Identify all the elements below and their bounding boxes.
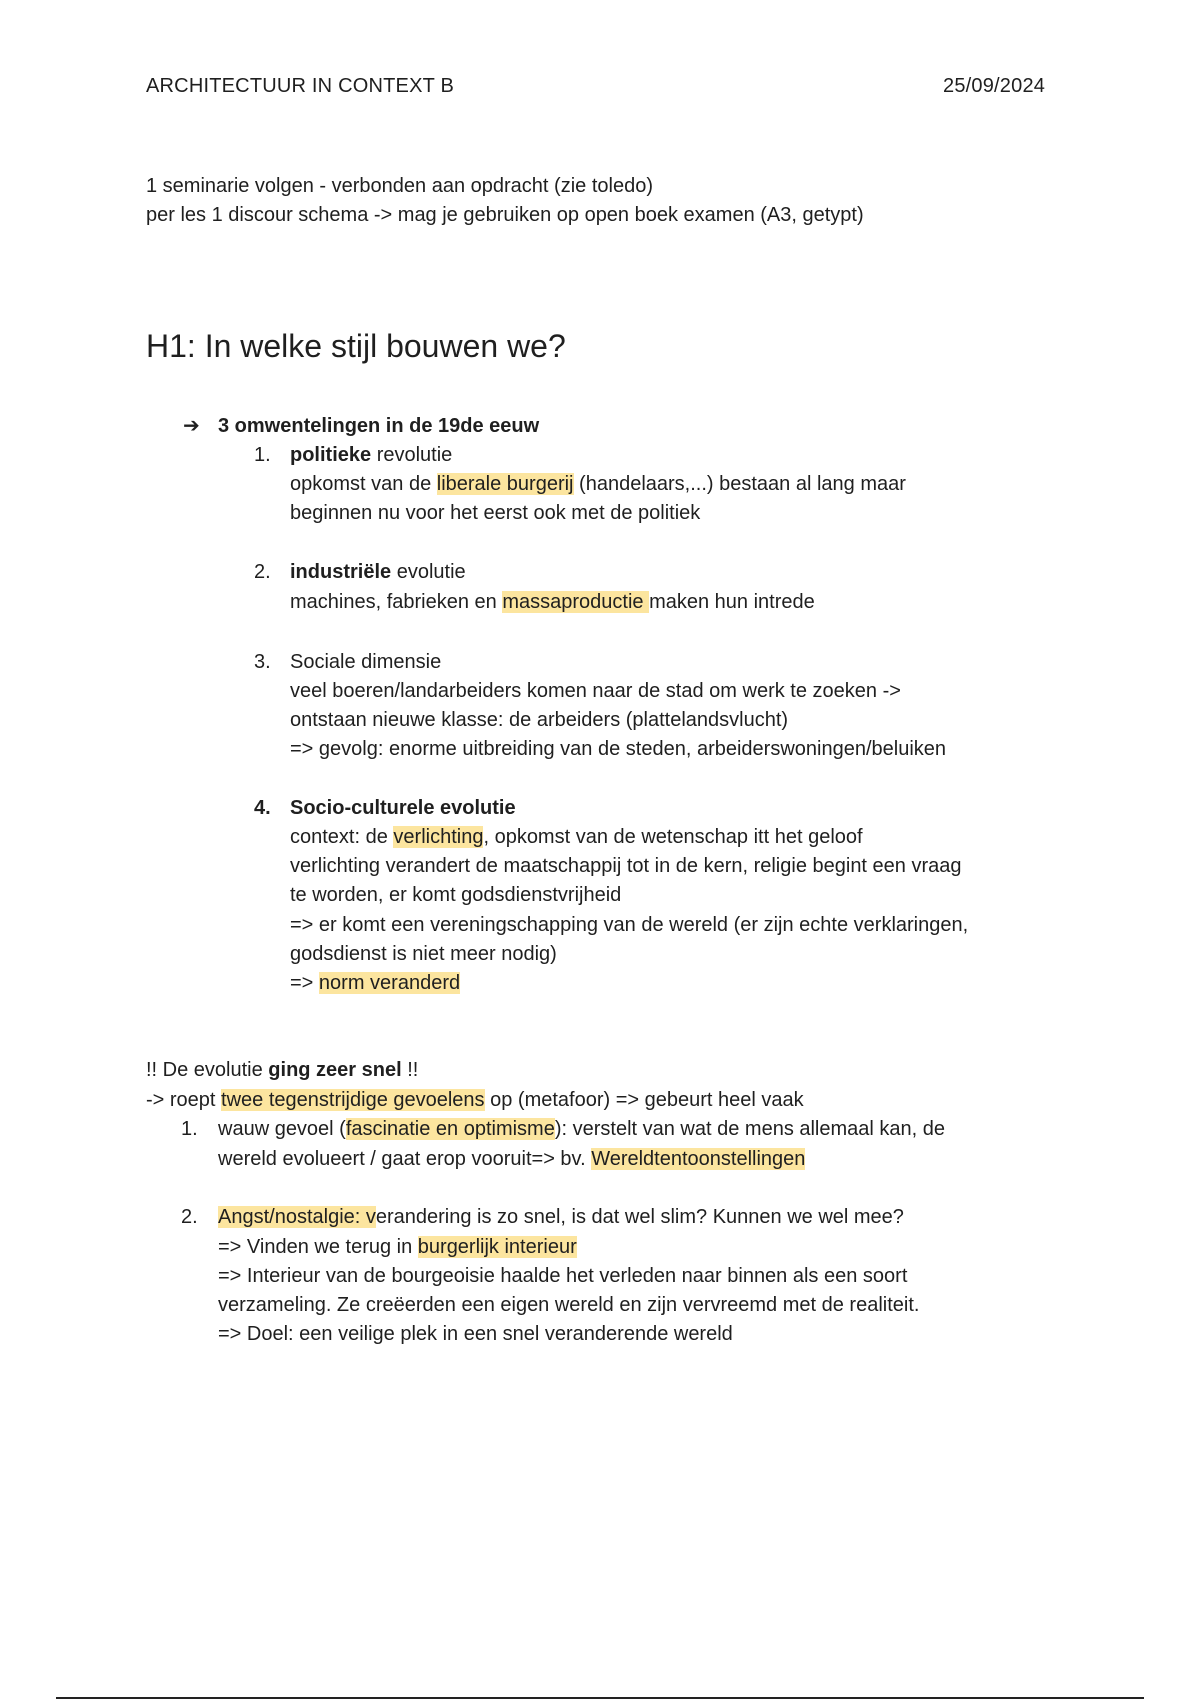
list-item-text: beginnen nu voor het eerst ook met de politiek xyxy=(290,502,701,524)
arrow-bullet-item xyxy=(183,412,539,441)
evolution-note: -> roept twee tegenstrijdige gevoelens op (metafoor) => gebeurt heel vaak xyxy=(146,1089,804,1111)
intro-notes xyxy=(146,172,1066,230)
right-arrow-icon: ➔ xyxy=(183,415,200,437)
list-item-title: Sociale dimensie xyxy=(290,651,442,673)
arrow-bullet-text: 3 omwentelingen in de 19de eeuw xyxy=(218,415,540,437)
highlight: massaproductie xyxy=(502,591,650,613)
list-item-text: verzameling. Ze creëerden een eigen wereld en zijn vervreemd met de realiteit. xyxy=(218,1294,920,1316)
list-item-text: godsdienst is niet meer nodig) xyxy=(290,943,557,965)
list-item-text: context: de verlichting, opkomst van de wetenschap itt het geloof xyxy=(290,826,863,848)
list-item-text: => norm veranderd xyxy=(290,972,461,994)
evolution-note: !! De evolutie ging zeer snel !! xyxy=(146,1059,419,1081)
highlight: Wereldtentoonstellingen xyxy=(591,1148,806,1170)
list-number: 2. xyxy=(181,1206,198,1228)
list-item-text: machines, fabrieken en massaproductie maken hun intrede xyxy=(290,591,815,613)
list-item-text: verlichting verandert de maatschappij tot in de kern, religie begint een vraag xyxy=(290,855,962,877)
list-item-text: veel boeren/landarbeiders komen naar de stad om werk te zoeken -> xyxy=(290,680,901,702)
list-item-text: => Interieur van de bourgeoisie haalde het verleden naar binnen als een soort xyxy=(218,1265,908,1287)
chapter-heading: H1: In welke stijl bouwen we? xyxy=(146,328,566,364)
list-number: 3. xyxy=(254,651,271,673)
intro-line: 1 seminarie volgen - verbonden aan opdracht (zie toledo) xyxy=(146,175,653,197)
highlight: verlichting xyxy=(393,826,484,848)
list-number: 1. xyxy=(254,444,271,466)
list-item-text: ontstaan nieuwe klasse: de arbeiders (plattelandsvlucht) xyxy=(290,709,789,731)
list-number: 2. xyxy=(254,561,271,583)
highlight: norm veranderd xyxy=(318,972,461,994)
list-number: 4. xyxy=(254,797,271,819)
list-item-title: politieke revolutie xyxy=(290,444,453,466)
list-item-text: opkomst van de liberale burgerij (handelaars,...) bestaan al lang maar xyxy=(290,473,906,495)
list-item-text: te worden, er komt godsdienstvrijheid xyxy=(290,884,622,906)
list-item-text: wereld evolueert / gaat erop vooruit=> bv. Wereldtentoonstellingen xyxy=(218,1148,806,1170)
course-title: ARCHITECTUUR IN CONTEXT B xyxy=(146,75,454,97)
intro-line: per les 1 discour schema -> mag je gebruiken op open boek examen (A3, getypt) xyxy=(146,204,864,226)
highlight: liberale burgerij xyxy=(436,473,574,495)
highlight: fascinatie en optimisme xyxy=(345,1118,555,1140)
list-item-text: wauw gevoel (fascinatie en optimisme): verstelt van wat de mens allemaal kan, de xyxy=(218,1118,946,1140)
list-item-text: Angst/nostalgie: verandering is zo snel, is dat wel slim? Kunnen we wel mee? xyxy=(218,1206,904,1228)
list-item-text: => Doel: een veilige plek in een snel veranderende wereld xyxy=(218,1323,733,1345)
list-item-title: industriële evolutie xyxy=(290,561,466,583)
list-item-title: Socio-culturele evolutie xyxy=(290,797,516,819)
list-number: 1. xyxy=(181,1118,198,1140)
document-date: 25/09/2024 xyxy=(943,75,1046,97)
highlight: Angst/nostalgie: v xyxy=(218,1206,376,1228)
highlight: twee tegenstrijdige gevoelens xyxy=(221,1089,485,1111)
list-item-text: => Vinden we terug in burgerlijk interieur xyxy=(218,1236,577,1258)
list-item-text: => gevolg: enorme uitbreiding van de steden, arbeiderswoningen/beluiken xyxy=(290,738,947,760)
highlight: burgerlijk interieur xyxy=(417,1236,577,1258)
list-item-text: => er komt een vereningschapping van de wereld (er zijn echte verklaringen, xyxy=(290,914,969,936)
page-bottom-rule xyxy=(56,1697,1144,1699)
